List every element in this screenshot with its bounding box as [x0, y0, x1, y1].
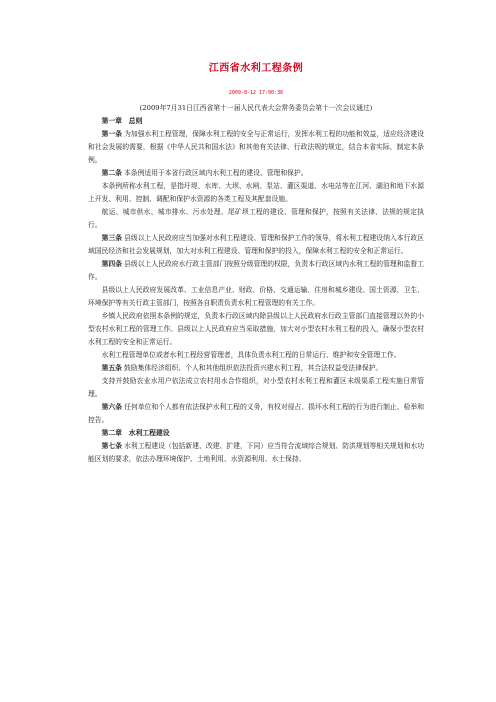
article-text: 任何单位和个人都有依法保护水利工程的义务，有权对侵占、损坏水利工程的行为进行制止、检举和控告。	[88, 403, 425, 424]
article-4-paragraph-2: 县级以上人民政府发展改革、工业信息产业、财政、价格、交通运输、住房和城乡建设、国土资源、卫生、环境保护等有关行政主管部门，按照各自职责负责水利工程管理的有关工作。	[88, 286, 424, 307]
article-label: 第六条	[101, 403, 123, 411]
article-4	[88, 258, 424, 284]
publish-datetime: 2009-8-12 17:00:36	[228, 90, 284, 96]
article-text: 鼓励集体经济组织、个人和其他组织依法投资兴建水利工程，其合法权益受法律保护。	[124, 364, 383, 372]
article-label: 第一条	[101, 130, 123, 138]
article-text: 县级以上人民政府水行政主管部门按照分级管理的权限，负责本行政区域内水利工程的管理和监督工作。	[88, 260, 425, 281]
article-label: 第三条	[101, 234, 123, 242]
chapter-heading	[88, 115, 424, 128]
article-6	[88, 401, 424, 427]
document-page	[88, 62, 424, 466]
chapter-heading	[88, 427, 424, 440]
chapter-1-title: 第一章 总则	[101, 117, 143, 125]
article-5-paragraph-2: 支持并鼓励农业水用户依法成立农村用水合作组织，对小型农村水利工程和灌区末级渠系工程实施日常管理。	[88, 377, 424, 398]
article-3	[88, 232, 424, 258]
article-2	[88, 167, 424, 180]
article-text: 本条例适用于本省行政区域内水利工程的建设、管理和保护。	[124, 169, 308, 177]
article-1	[88, 128, 424, 167]
article-7	[88, 440, 424, 466]
article-label: 第七条	[101, 442, 123, 450]
article-2-paragraph-3: 航运、城市供水、城市排水、污水处理、尾矿坝工程的建设、管理和保护，按照有关法律、法规的规定执行。	[88, 208, 424, 229]
article-label: 第二条	[101, 169, 122, 177]
article-label: 第四条	[101, 260, 123, 268]
preamble: (2009年7月31日江西省第十一届人民代表大会常务委员会第十一次会议通过)	[139, 104, 373, 112]
document-body	[88, 102, 424, 466]
article-text: 为加强水利工程管理，保障水利工程的安全与正常运行，发挥水利工程的功能和效益，适应经济建设和社会发展的需要，根据《中华人民共和国水法》和其他有关法律、行政法规的规定，结合本省实际，制定本条例。	[88, 130, 425, 164]
article-5	[88, 362, 424, 375]
document-title: 江西省水利工程条例	[208, 63, 304, 74]
article-4-paragraph-4: 水利工程管理单位或者水利工程经营管理者，具体负责水利工程的日常运行、维护和安全管理工作。	[101, 351, 401, 359]
chapter-2-title: 第二章 水利工程建设	[101, 429, 170, 437]
article-text: 水利工程建设（包括新建、改建、扩建，下同）应当符合流域综合规划、防洪规划等相关规划和水功能区划的要求，依法办理环境保护、土地利用、水资源利用、水土保持、	[88, 442, 425, 463]
article-label: 第五条	[101, 364, 122, 372]
article-4-paragraph-3: 乡镇人民政府依照本条例的规定，负责本行政区域内除县级以上人民政府水行政主管部门直接管理以外的小型农村水利工程的管理工作。县级以上人民政府应当采取措施，加大对小型农村水利工程的投入，确保小型农村水利工程的安全和正常运行。	[88, 312, 424, 346]
article-2-paragraph-2: 本条例所称水利工程，是指圩堤、水库、大坝、水闸、泵站、灌区渠道、水电站等在江河、湖泊和地下水源上开发、利用、控制、调配和保护水资源的各类工程及其配套设施。	[88, 182, 424, 203]
article-text: 县级以上人民政府应当加强对水利工程建设、管理和保护工作的领导，将水利工程建设纳入本行政区域国民经济和社会发展规划，加大对水利工程建设、管理和保护的投入，保障水利工程的安全和正常运行。	[88, 234, 425, 255]
